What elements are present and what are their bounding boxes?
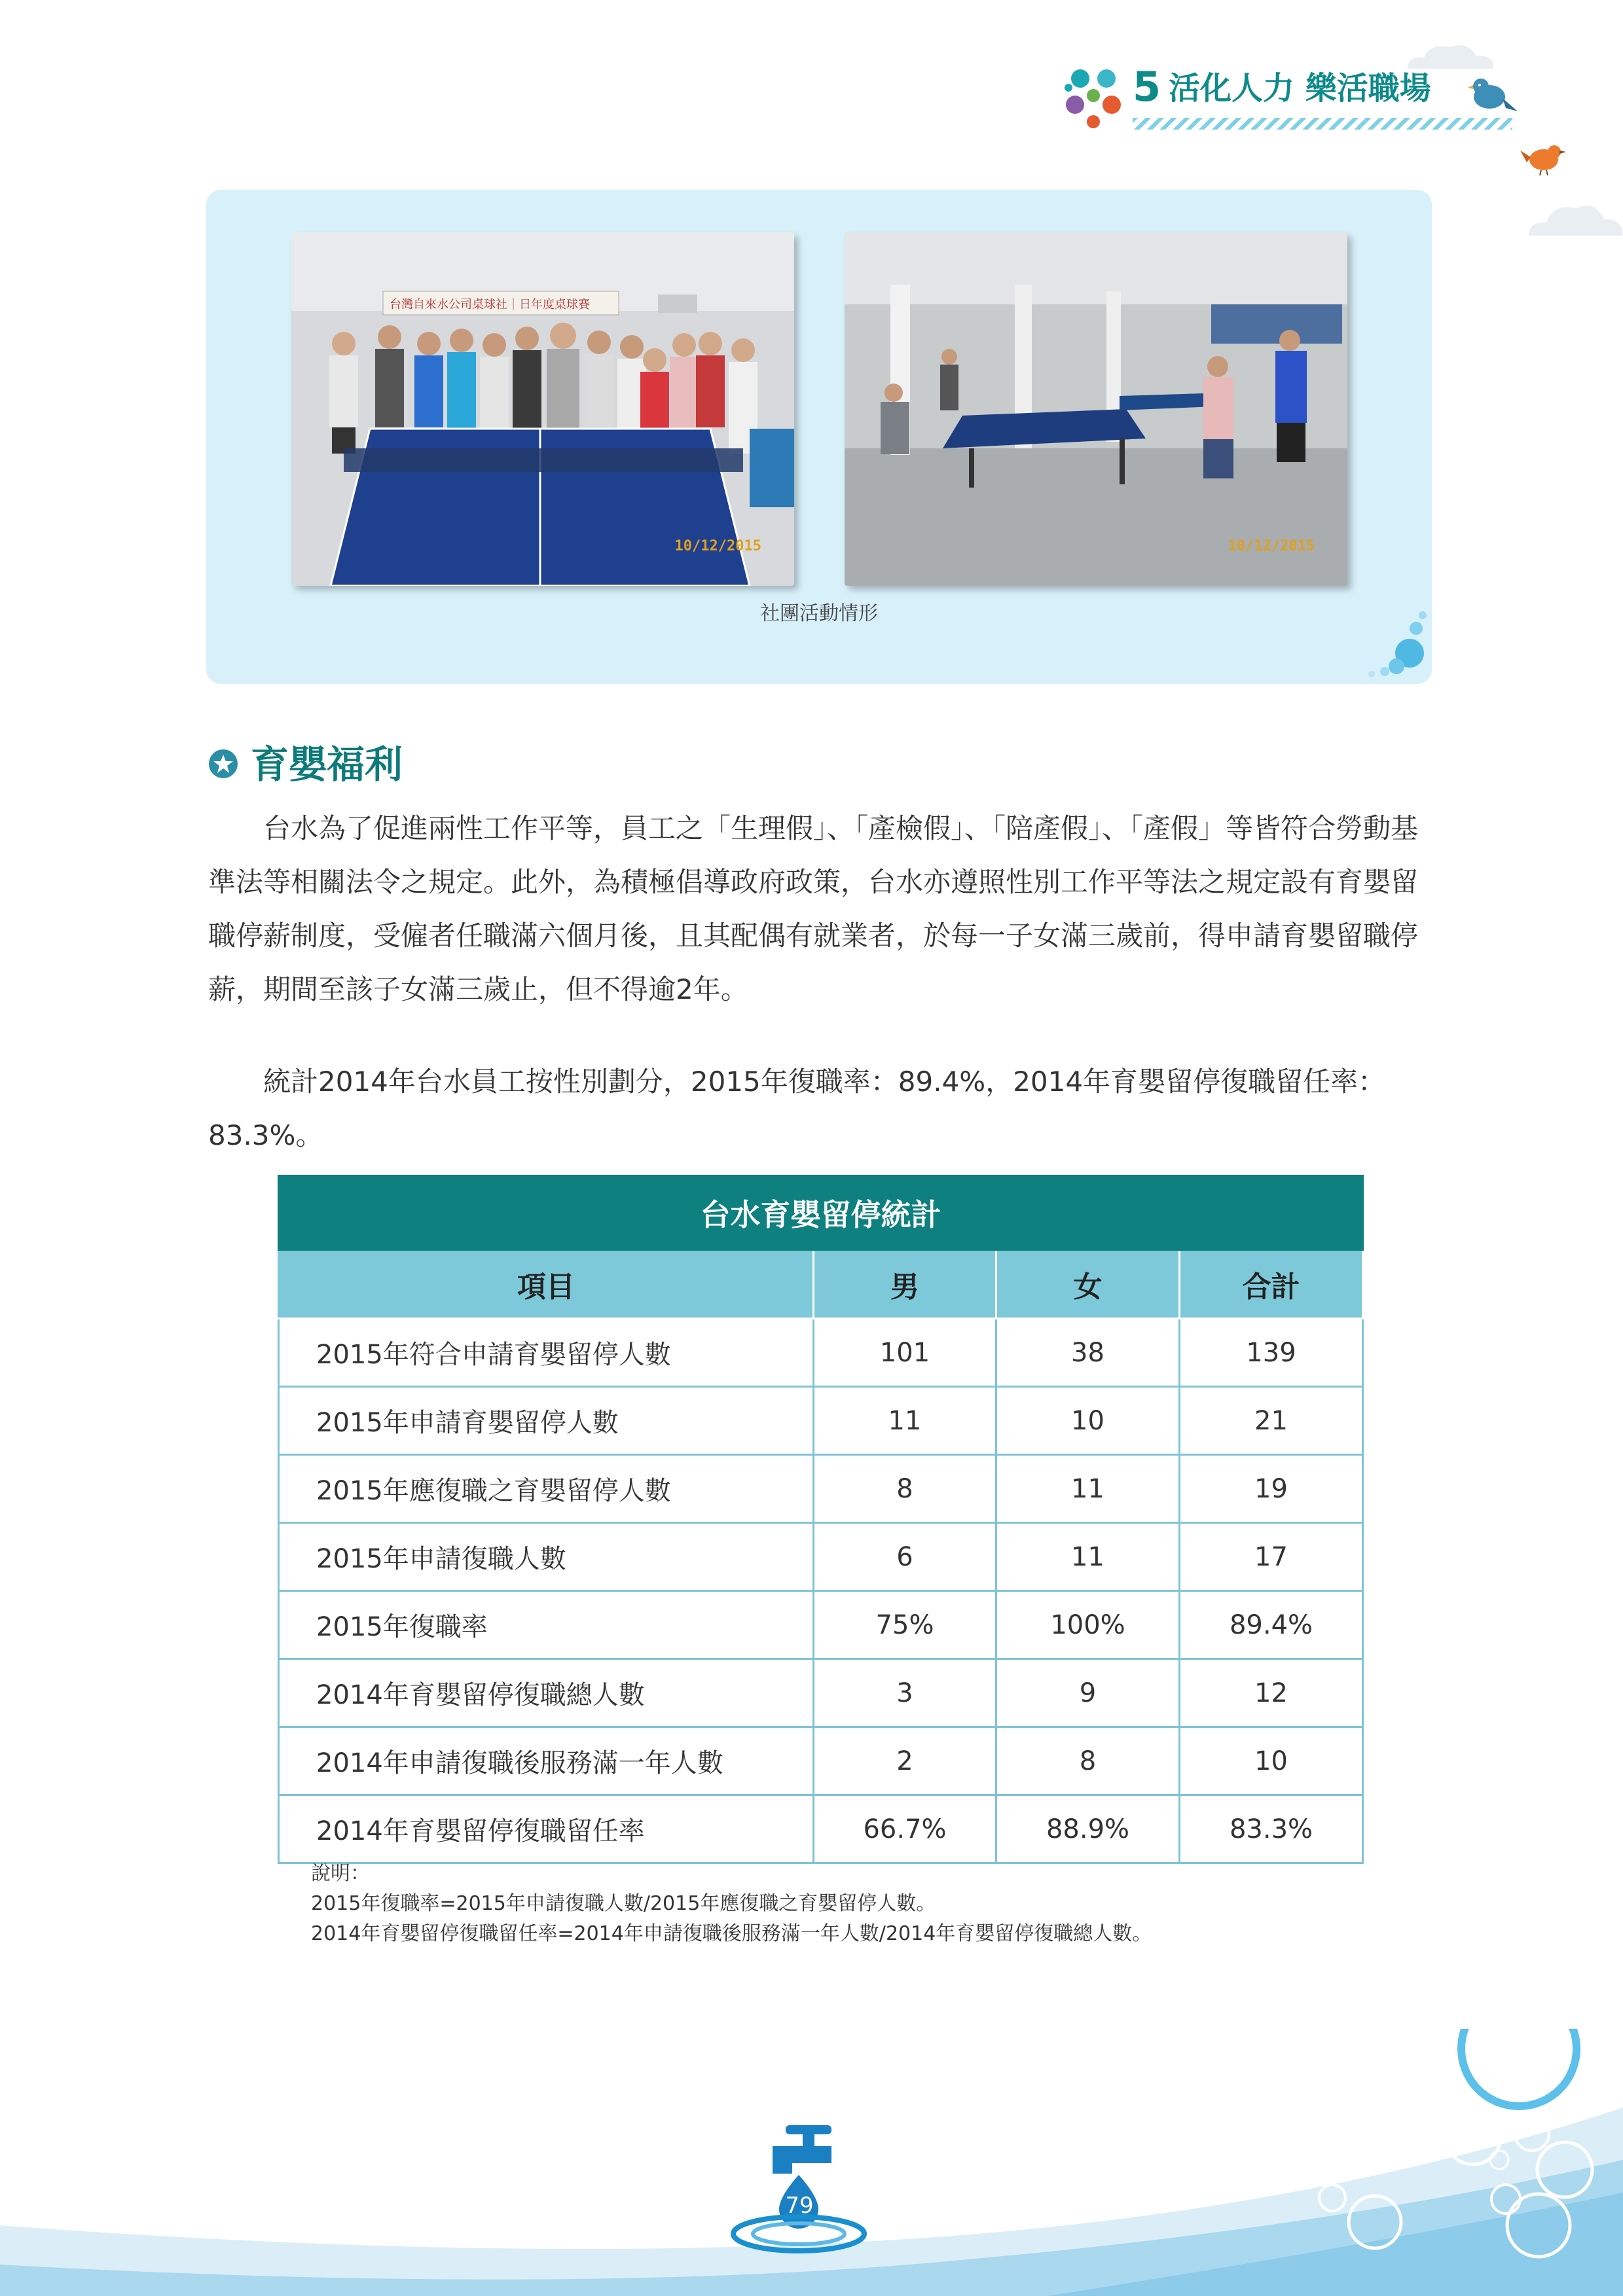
row-male: 101 xyxy=(814,1319,996,1387)
club-group-photo xyxy=(291,232,794,586)
header-male: 男 xyxy=(814,1250,996,1319)
table-row xyxy=(279,1455,1363,1523)
table-row xyxy=(279,1795,1363,1863)
header-total: 合計 xyxy=(1180,1250,1363,1319)
row-total: 139 xyxy=(1180,1319,1363,1387)
row-total: 17 xyxy=(1180,1523,1363,1591)
row-total: 83.3% xyxy=(1180,1795,1363,1863)
notes-label: 說明： xyxy=(311,1862,370,1885)
row-female: 9 xyxy=(996,1659,1180,1727)
photo1-date-stamp: 10/12/2015 xyxy=(674,538,761,554)
row-total: 10 xyxy=(1180,1727,1363,1795)
chapter-title: 活化人力 樂活職場 xyxy=(1169,70,1431,107)
row-male: 75% xyxy=(814,1591,996,1659)
page-number: 79 xyxy=(785,2193,814,2219)
row-female: 88.9% xyxy=(996,1795,1180,1863)
photo2-date-stamp: 10/12/2015 xyxy=(1228,538,1315,554)
row-female: 8 xyxy=(996,1727,1180,1795)
photo-panel xyxy=(206,190,1432,684)
blue-bird-icon xyxy=(1467,72,1519,118)
chapter-number: 5 xyxy=(1133,63,1161,111)
row-total: 19 xyxy=(1180,1455,1363,1523)
row-female: 100% xyxy=(996,1591,1180,1659)
row-male: 2 xyxy=(814,1727,996,1795)
header-female: 女 xyxy=(996,1250,1180,1319)
row-male: 66.7% xyxy=(814,1795,996,1863)
header-hatch-stripe xyxy=(1133,118,1512,130)
row-female: 11 xyxy=(996,1455,1180,1523)
parental-leave-stats-table xyxy=(278,1175,1364,1864)
notes-line-2: 2014年育嬰留停復職留任率=2014年申請復職後服務滿一年人數/2014年育嬰留停復職總人數。 xyxy=(311,1922,1152,1945)
row-item: 2014年育嬰留停復職總人數 xyxy=(279,1659,814,1727)
orange-bird-icon xyxy=(1519,137,1571,177)
table-row xyxy=(279,1591,1363,1659)
row-item: 2014年育嬰留停復職留任率 xyxy=(279,1795,814,1863)
row-item: 2015年申請育嬰留停人數 xyxy=(279,1387,814,1455)
paragraph-1-text: 台水為了促進兩性工作平等，員工之「生理假」、「產檢假」、「陪產假」、「產假」等皆符合勞動基準法等相關法令之規定。此外，為積極倡導政府政策，台水亦遵照性別工作平等法之規定設有育嬰留職停薪制度，受僱者任職滿六個月後，且其配偶有就業者，於每一子女滿三歲前，得申請育嬰留職停薪，期間至該子女滿三歲止，但不得逾2年。 xyxy=(208,812,1419,1005)
table-row xyxy=(279,1387,1363,1455)
row-item: 2015年應復職之育嬰留停人數 xyxy=(279,1455,814,1523)
row-female: 38 xyxy=(996,1319,1180,1387)
row-item: 2015年申請復職人數 xyxy=(279,1523,814,1591)
row-male: 6 xyxy=(814,1523,996,1591)
row-female: 10 xyxy=(996,1387,1180,1455)
row-male: 3 xyxy=(814,1659,996,1727)
row-total: 12 xyxy=(1180,1659,1363,1727)
chapter-header xyxy=(1048,58,1519,136)
row-male: 8 xyxy=(814,1455,996,1523)
row-male: 11 xyxy=(814,1387,996,1455)
paragraph-2 xyxy=(208,1055,1432,1162)
table-row xyxy=(279,1523,1363,1591)
row-total: 89.4% xyxy=(1180,1591,1363,1659)
table-notes xyxy=(311,1859,1152,1949)
table-row xyxy=(279,1727,1363,1795)
row-total: 21 xyxy=(1180,1387,1363,1455)
club-match-photo xyxy=(845,232,1347,586)
row-item: 2015年符合申請育嬰留停人數 xyxy=(279,1319,814,1387)
table-row xyxy=(279,1659,1363,1727)
notes-line-1: 2015年復職率=2015年申請復職人數/2015年應復職之育嬰留停人數。 xyxy=(311,1892,936,1915)
paragraph-2-text: 統計2014年台水員工按性別劃分，2015年復職率：89.4%，2014年育嬰留停復職留任率：83.3%。 xyxy=(208,1066,1386,1151)
table-header-row xyxy=(279,1250,1363,1319)
bubbles-decoration-icon xyxy=(1359,609,1431,681)
row-female: 11 xyxy=(996,1523,1180,1591)
header-item: 項目 xyxy=(279,1250,814,1319)
section-title: 育嬰福利 xyxy=(251,742,403,787)
paragraph-1 xyxy=(208,802,1432,1016)
club-banner-text: 台灣自來水公司桌球社｜日年度桌球賽 xyxy=(390,298,590,312)
photo-caption: 社團活動情形 xyxy=(760,602,878,625)
table-title: 台水育嬰留停統計 xyxy=(279,1176,1363,1250)
faucet-icon xyxy=(727,2117,871,2255)
cloud-decoration xyxy=(1525,196,1623,239)
chapter-logo-icon xyxy=(1061,64,1126,130)
star-icon xyxy=(208,749,238,779)
row-item: 2015年復職率 xyxy=(279,1591,814,1659)
table-row xyxy=(279,1319,1363,1387)
row-item: 2014年申請復職後服務滿一年人數 xyxy=(279,1727,814,1795)
